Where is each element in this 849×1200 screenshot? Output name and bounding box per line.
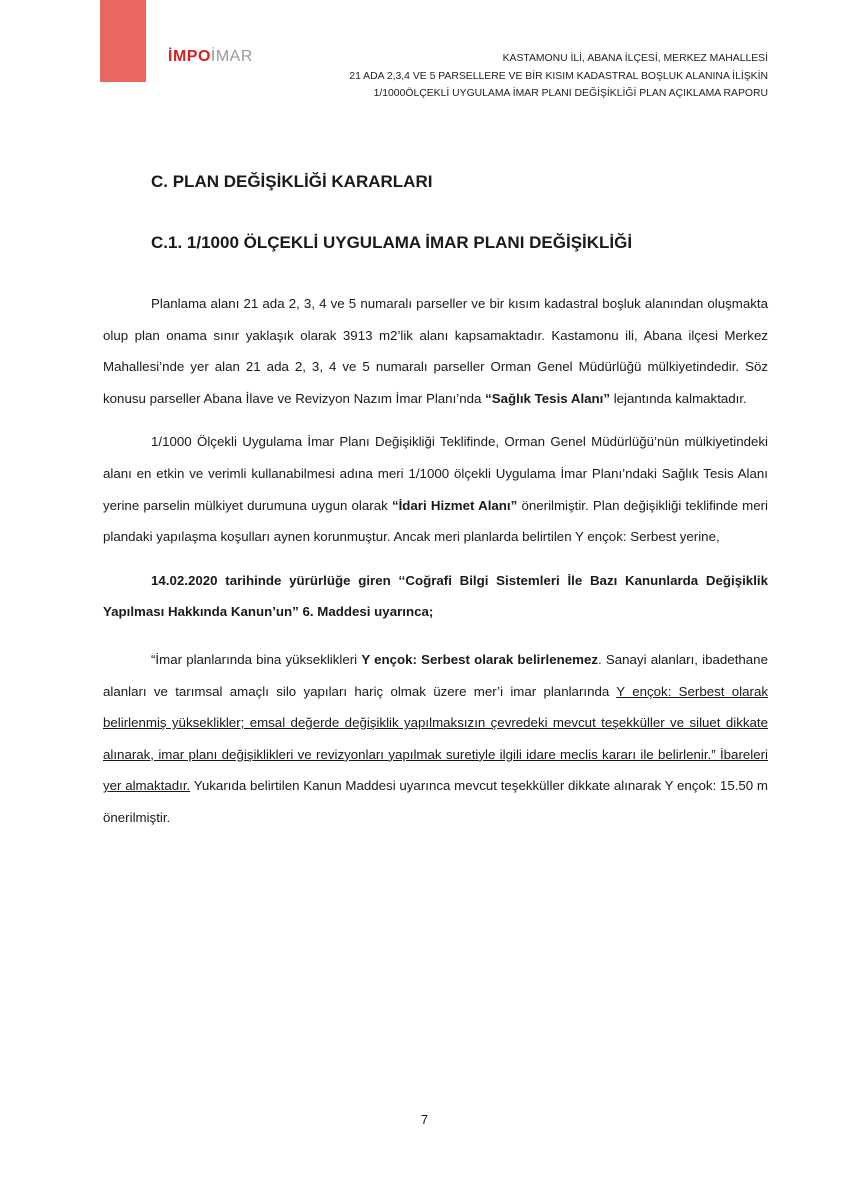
paragraph-1 — [103, 288, 768, 414]
header-line-3: 1/1000ÖLÇEKLİ UYGULAMA İMAR PLANI DEĞİŞİKLİĞİ PLAN AÇIKLAMA RAPORU — [373, 88, 768, 99]
header-line-1: KASTAMONU İLİ, ABANA İLÇESİ, MERKEZ MAHALLESİ — [502, 53, 768, 64]
p2-text-1: 1/1000 Ölçekli Uygulama İmar Planı Değişikliği Teklifinde, Orman Genel Müdürlüğü’nün mülkiyetindeki alanı en etkin ve verimli kullanabilmesi adına meri 1/1000 ölçekli Uygulama İmar Planı’ndaki Sağlık Tesis Alanı yerine parselin mülkiyet durumuna uygun olarak — [103, 434, 768, 513]
paragraph-3 — [103, 565, 768, 628]
p1-text-1: Planlama alanı 21 ada 2, 3, 4 ve 5 numaralı parseller ve bir kısım kadastral boşluk alanından oluşmakta olup plan onama sınır yaklaşık olarak 3913 m2’lik alanı kapsamaktadır. Kastamonu ili, Abana ilçesi Merkez Mahallesi’nde yer alan 21 ada 2, 3, 4 ve 5 numaralı parseller Orman Genel Müdürlüğü mülkiyetindedir. Söz konusu parseller Abana İlave ve Revizyon Nazım İmar Planı’nda — [103, 296, 768, 406]
p4-text-3: Yukarıda belirtilen Kanun Maddesi uyarınca mevcut teşekküller dikkate alınarak Y ençok: 15.50 m önerilmiştir. — [103, 778, 769, 825]
p4-bold-1: Y ençok: Serbest olarak belirlenemez — [361, 651, 598, 667]
header-line-2: 21 ADA 2,3,4 VE 5 PARSELLERE VE BİR KISIM KADASTRAL BOŞLUK ALANINA İLİŞKİN — [349, 70, 768, 82]
p4-underlined-quote: Y ençok: Serbest olarak belirlenmiş yükseklikler; emsal değerde değişiklik yapılmaksızın çevredeki mevcut teşekküller ve siluet dikkate alınarak, imar planı değişiklikleri ve revizyonları yapılmak suretiyle ilgili idare meclis kararı ile belirlenir.” İbareleri yer almaktadır. — [103, 683, 768, 794]
document-body — [103, 288, 768, 846]
page-number: 7 — [420, 1112, 429, 1127]
p1-text-2: lejantında kalmaktadır. — [610, 390, 747, 406]
paragraph-2 — [103, 426, 768, 552]
p1-bold-1: “Sağlık Tesis Alanı” — [485, 390, 611, 406]
p2-text-2: önerilmiştir. Plan değişikliği teklifinde meri plandaki yapılaşma koşulları aynen korunmuştur. Ancak meri planlarda belirtilen Y ençok: Serbest yerine, — [103, 497, 768, 545]
subsection-heading: C.1. 1/1000 ÖLÇEKLİ UYGULAMA İMAR PLANI DEĞİŞİKLİĞİ — [151, 233, 633, 252]
paragraph-4 — [103, 644, 768, 834]
logo-impo: İMPO — [168, 48, 211, 65]
p3-bold-1: 14.02.2020 tarihinde yürürlüğe giren ‘‘Coğrafi Bilgi Sistemleri İle Bazı Kanunlarda Değişiklik Yapılması Hakkında Kanun’un” 6. Maddesi uyarınca; — [103, 572, 768, 620]
p4-text-2: . Sanayi alanları, ibadethane alanları ve tarımsal amaçlı silo yapıları hariç olmak üzere mer’i imar planlarında — [103, 651, 768, 699]
header-red-bar — [100, 0, 146, 82]
p4-text-1: “İmar planlarında bina yükseklikleri — [151, 651, 362, 667]
document-header — [349, 50, 768, 103]
company-logo — [168, 48, 253, 66]
logo-imar: İMAR — [210, 48, 253, 65]
section-heading: C. PLAN DEĞİŞİKLİĞİ KARARLARI — [151, 172, 433, 191]
p2-bold-1: “İdari Hizmet Alanı” — [391, 497, 518, 513]
